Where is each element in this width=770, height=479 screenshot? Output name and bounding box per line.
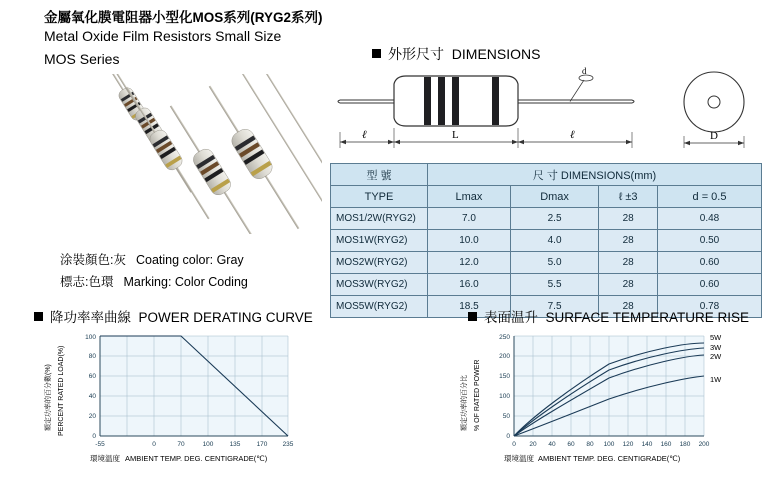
cell-type: MOS3W(RYG2) (331, 274, 428, 296)
cell-dmax: 5.5 (510, 274, 598, 296)
table-header-row-2 (331, 186, 762, 208)
svg-text:AMBIENT TEMP. DEG. CENTIGRADE(: AMBIENT TEMP. DEG. CENTIGRADE(℃) (125, 454, 268, 463)
header-col-lmax: Lmax (428, 186, 511, 208)
svg-text:170: 170 (256, 441, 268, 448)
svg-text:160: 160 (660, 441, 672, 448)
table-row (331, 252, 762, 274)
table-row (331, 230, 762, 252)
svg-text:ℓ: ℓ (362, 129, 367, 141)
temperature-heading (468, 306, 749, 326)
svg-text:0: 0 (152, 441, 156, 448)
coating-color-en: Coating color: Gray (135, 253, 244, 267)
svg-text:250: 250 (499, 334, 510, 341)
cell-lmax: 10.0 (428, 230, 511, 252)
svg-text:0: 0 (506, 433, 510, 440)
header-col-d: d = 0.5 (658, 186, 762, 208)
cell-d: 0.48 (658, 208, 762, 230)
cell-d: 0.50 (658, 230, 762, 252)
svg-text:60: 60 (567, 441, 575, 448)
cell-l: 28 (599, 230, 658, 252)
dimensions-heading-en: DIMENSIONS (451, 46, 541, 62)
cell-type: MOS5W(RYG2) (331, 296, 428, 318)
cell-d: 0.78 (658, 296, 762, 318)
dimension-drawing (332, 62, 762, 157)
cell-l: 28 (599, 208, 658, 230)
svg-text:ℓ: ℓ (570, 129, 575, 141)
svg-text:100: 100 (202, 441, 214, 448)
bullet-square-icon (372, 49, 381, 58)
table-row (331, 208, 762, 230)
table-row (331, 274, 762, 296)
svg-text:AMBIENT TEMP. DEG. CENTIGRADE(: AMBIENT TEMP. DEG. CENTIGRADE(℃) (538, 454, 681, 463)
svg-text:135: 135 (229, 441, 241, 448)
page-title-english-line1: Metal Oxide Film Resistors Small Size (44, 28, 282, 44)
coating-color-line (60, 250, 244, 268)
product-photo (92, 74, 322, 234)
svg-text:100: 100 (85, 334, 96, 341)
bullet-square-icon (34, 312, 43, 321)
dimensions-table (330, 163, 762, 318)
svg-text:0: 0 (512, 441, 516, 448)
svg-text:PERCENT RATED LOAD(%): PERCENT RATED LOAD(%) (58, 345, 65, 436)
svg-text:40: 40 (88, 393, 96, 400)
cell-type: MOS1/2W(RYG2) (331, 208, 428, 230)
cell-type: MOS1W(RYG2) (331, 230, 428, 252)
page-title-english-line2: MOS Series (44, 51, 120, 67)
derating-heading-cn: 降功率率曲線 (50, 310, 131, 325)
svg-text:L: L (452, 129, 459, 141)
header-col-l: ℓ ±3 (599, 186, 658, 208)
dimensions-heading (372, 44, 540, 64)
cell-lmax: 7.0 (428, 208, 511, 230)
bullet-square-icon (468, 312, 477, 321)
svg-text:180: 180 (679, 441, 691, 448)
table-header-row-1 (331, 164, 762, 186)
svg-text:60: 60 (88, 373, 96, 380)
svg-text:70: 70 (177, 441, 185, 448)
header-type-en: TYPE (331, 186, 428, 208)
svg-text:D: D (710, 130, 718, 142)
cell-dmax: 5.0 (510, 252, 598, 274)
coating-color-cn: 涂裝顏色:灰 (60, 253, 126, 267)
svg-text:環境温度: 環境温度 (504, 454, 534, 463)
svg-text:-55: -55 (95, 441, 105, 448)
svg-text:額定功率的百分數(%): 額定功率的百分數(%) (45, 364, 52, 431)
temperature-heading-cn: 表面温升 (484, 310, 538, 325)
svg-text:0: 0 (92, 433, 96, 440)
svg-text:200: 200 (499, 353, 510, 360)
svg-text:20: 20 (529, 441, 537, 448)
cell-lmax: 18.5 (428, 296, 511, 318)
temperature-heading-en: SURFACE TEMPERATURE RISE (545, 310, 750, 325)
label-d: d (582, 66, 587, 76)
cell-dmax: 2.5 (510, 208, 598, 230)
cell-l: 28 (599, 274, 658, 296)
svg-text:% OF RATED POWER: % OF RATED POWER (474, 359, 481, 431)
svg-text:20: 20 (88, 413, 96, 420)
cell-d: 0.60 (658, 252, 762, 274)
cell-dmax: 7.5 (510, 296, 598, 318)
svg-text:2W: 2W (710, 352, 722, 361)
svg-text:100: 100 (499, 393, 510, 400)
cell-dmax: 4.0 (510, 230, 598, 252)
cell-lmax: 16.0 (428, 274, 511, 296)
derating-heading-en: POWER DERATING CURVE (138, 310, 313, 325)
svg-text:100: 100 (603, 441, 615, 448)
power-derating-chart (30, 326, 350, 472)
marking-cn: 標志:色環 (60, 275, 114, 289)
svg-text:140: 140 (641, 441, 653, 448)
header-dimensions: 尺 寸 DIMENSIONS(mm) (428, 164, 762, 186)
svg-text:150: 150 (499, 373, 510, 380)
cell-lmax: 12.0 (428, 252, 511, 274)
svg-text:80: 80 (88, 353, 96, 360)
resistor-illustration (92, 74, 322, 234)
marking-en: Marking: Color Coding (123, 275, 248, 289)
svg-text:50: 50 (502, 413, 510, 420)
cell-type: MOS2W(RYG2) (331, 252, 428, 274)
svg-text:80: 80 (586, 441, 594, 448)
page-title-chinese: 金屬氧化膜電阻器小型化MOS系列(RYG2系列) (44, 10, 323, 25)
svg-text:120: 120 (622, 441, 634, 448)
cell-d: 0.60 (658, 274, 762, 296)
svg-text:40: 40 (548, 441, 556, 448)
cell-l: 28 (599, 296, 658, 318)
svg-text:5W: 5W (710, 333, 722, 342)
svg-text:200: 200 (698, 441, 710, 448)
surface-temperature-chart (452, 326, 766, 472)
cell-l: 28 (599, 252, 658, 274)
svg-text:環境温度: 環境温度 (90, 454, 120, 463)
header-type-cn: 型 號 (331, 164, 428, 186)
marking-line (60, 272, 248, 290)
header-col-dmax: Dmax (510, 186, 598, 208)
derating-heading (34, 306, 313, 326)
dimensions-heading-cn: 外形尺寸 (388, 46, 444, 62)
svg-text:235: 235 (282, 441, 294, 448)
svg-text:額定功率的百分比: 額定功率的百分比 (461, 375, 468, 431)
svg-text:1W: 1W (710, 375, 722, 384)
svg-text:3W: 3W (710, 343, 722, 352)
